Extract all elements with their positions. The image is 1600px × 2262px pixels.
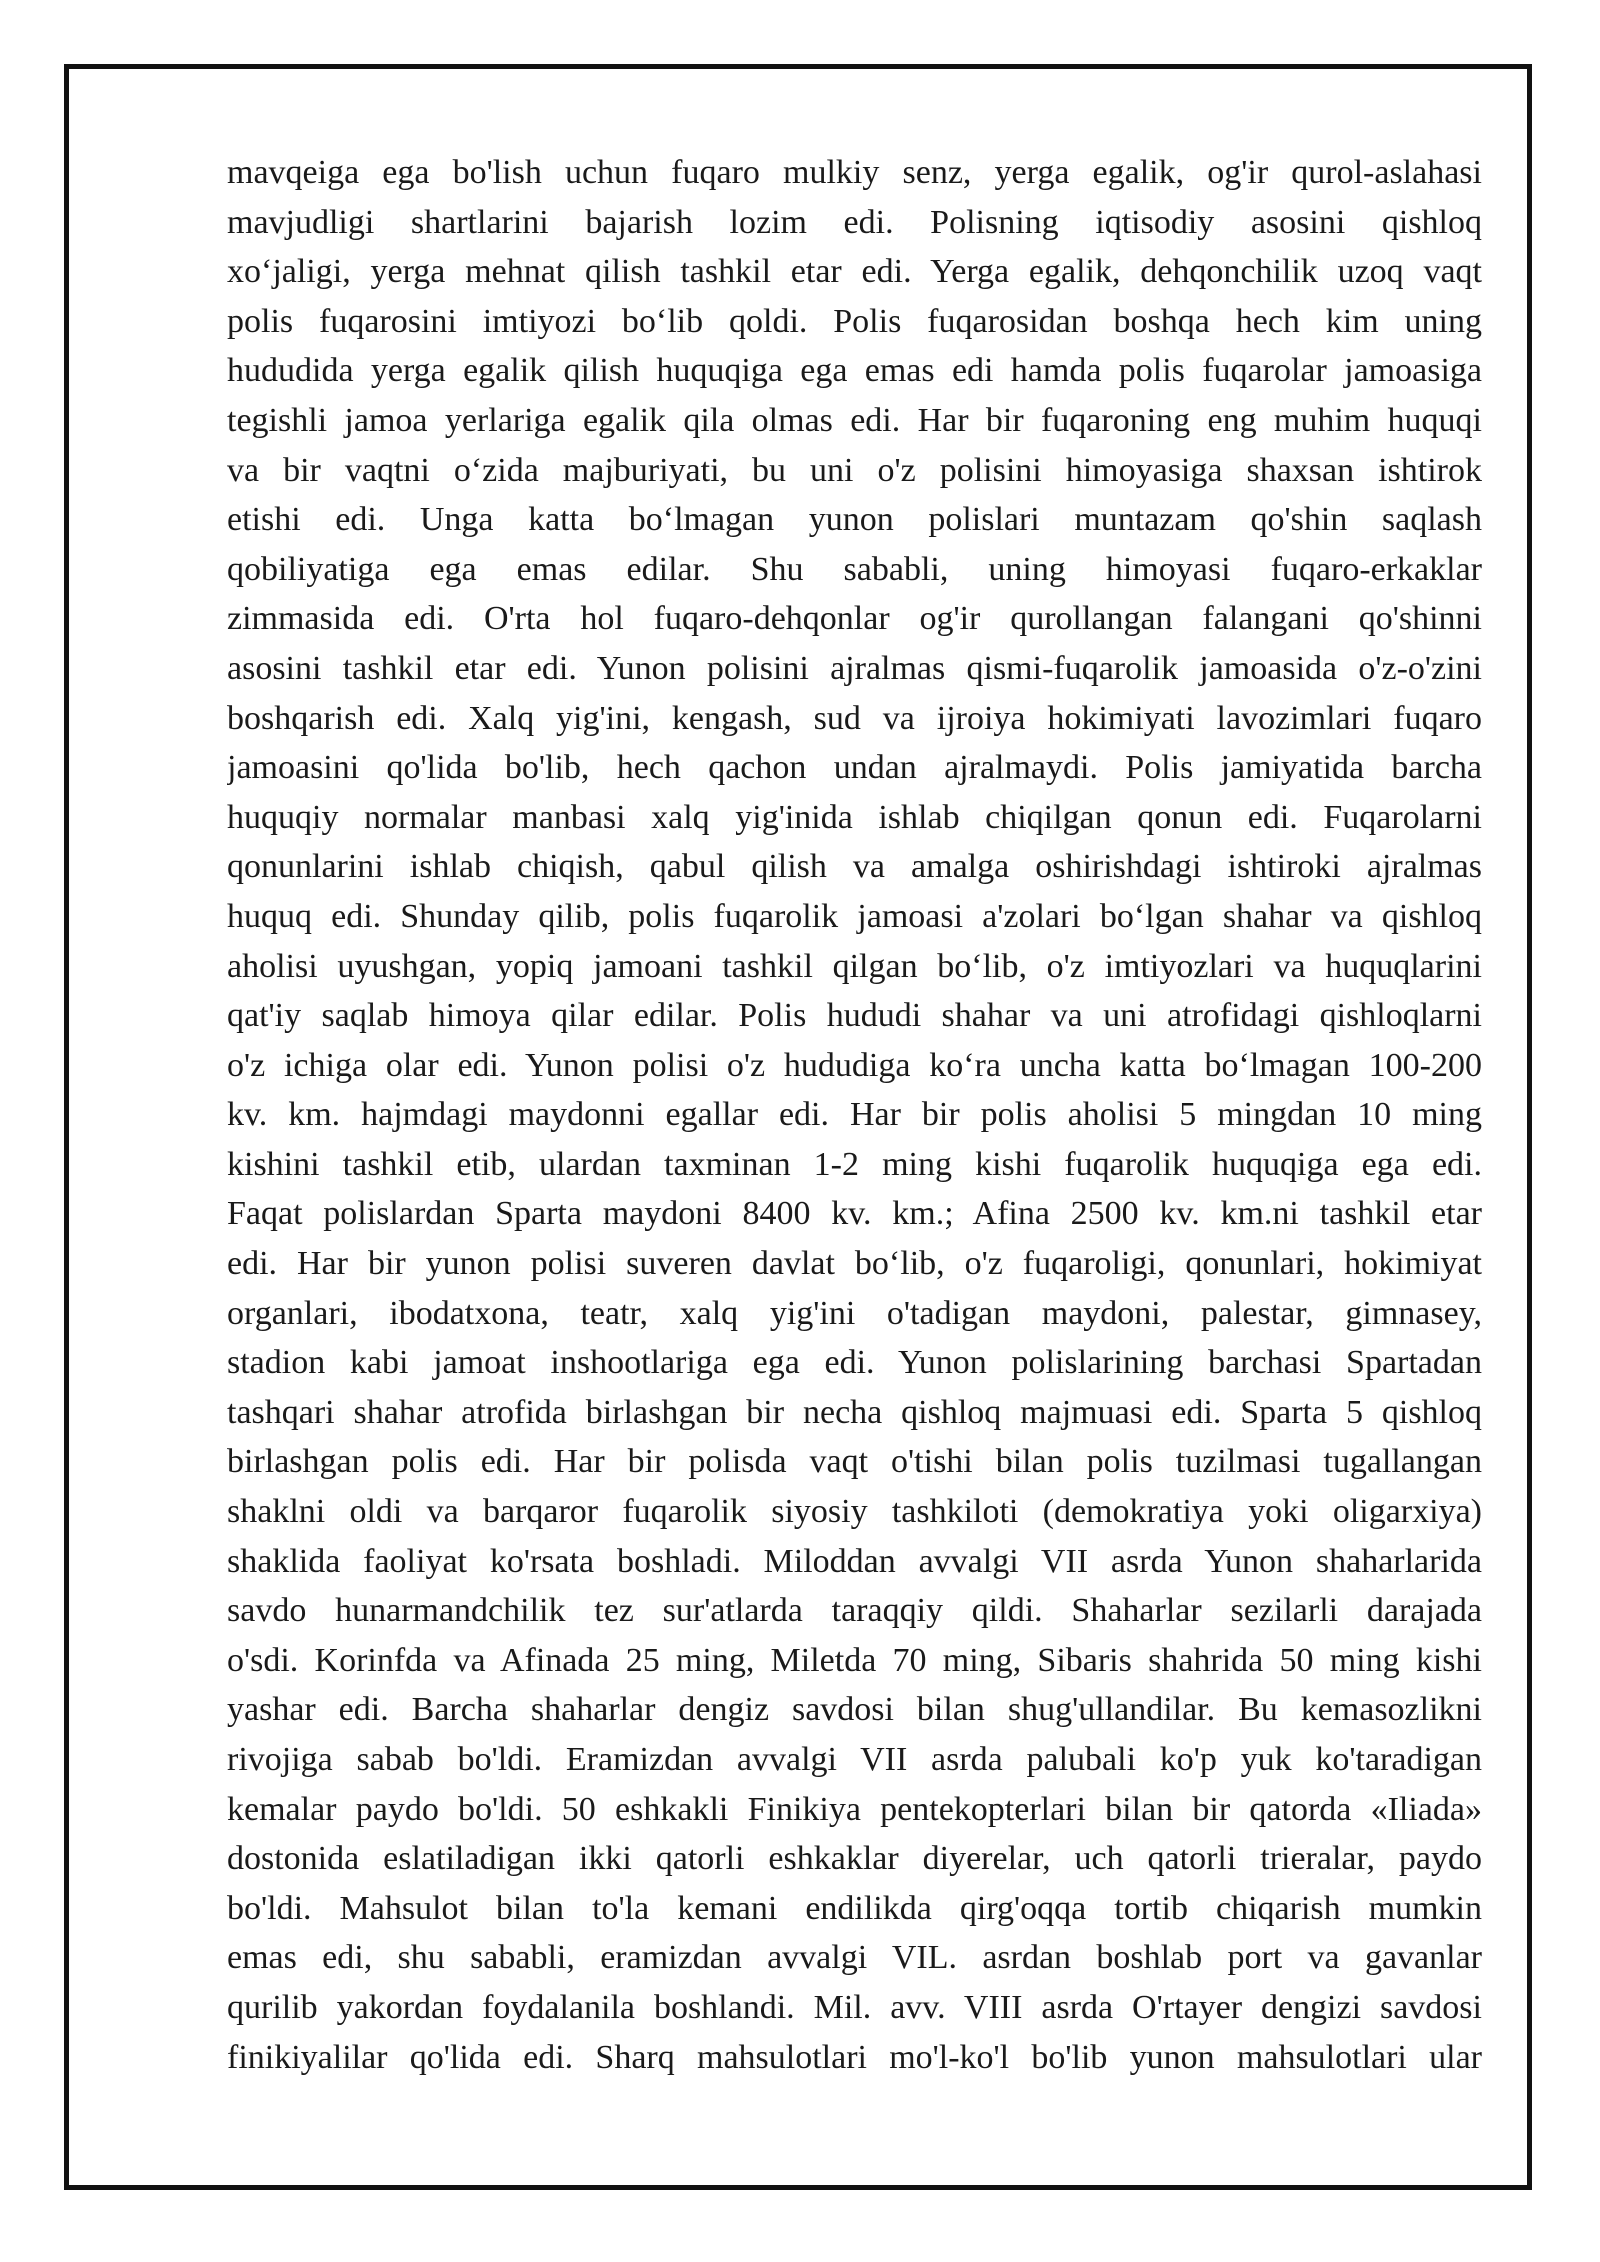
text-line: qobiliyatiga ega emas edilar. Shu sababli, uning himoyasi fuqaro-erkaklar: [227, 550, 1482, 588]
text-line: edi. Har bir yunon polisi suveren davlat bo‘lib, o'z fuqaroligi, qonunlari, hokimiyat: [227, 1245, 1482, 1283]
text-line: emas edi, shu sababli, eramizdan avvalgi VIL. asrdan boshlab port va gavanlar: [227, 1939, 1482, 1977]
text-line: o'z ichiga olar edi. Yunon polisi o'z hududiga ko‘ra uncha katta bo‘lmagan 100-200: [227, 1046, 1482, 1084]
text-line: kishini tashkil etib, ulardan taxminan 1-2 ming kishi fuqarolik huquqiga ega edi.: [227, 1145, 1482, 1183]
text-line: xo‘jaligi, yerga mehnat qilish tashkil etar edi. Yerga egalik, dehqonchilik uzoq vaqt: [227, 253, 1482, 291]
text-line: asosini tashkil etar edi. Yunon polisini ajralmas qismi-fuqarolik jamoasida o'z-o'zini: [227, 649, 1482, 687]
text-line: qat'iy saqlab himoya qilar edilar. Polis hududi shahar va uni atrofidagi qishloqlarni: [227, 997, 1482, 1035]
text-line: aholisi uyushgan, yopiq jamoani tashkil qilgan bo‘lib, o'z imtiyozlari va huquqlarini: [227, 947, 1482, 985]
text-line: birlashgan polis edi. Har bir polisda vaqt o'tishi bilan polis tuzilmasi tugallangan: [227, 1443, 1482, 1481]
text-line: dostonida eslatiladigan ikki qatorli eshkaklar diyerelar, uch qatorli trieralar, paydo: [227, 1840, 1482, 1878]
text-line: shaklida faoliyat ko'rsata boshladi. Miloddan avvalgi VII asrda Yunon shaharlarida: [227, 1542, 1482, 1580]
text-line: tashqari shahar atrofida birlashgan bir necha qishloq majmuasi edi. Sparta 5 qishloq: [227, 1393, 1482, 1431]
text-line: etishi edi. Unga katta bo‘lmagan yunon polislari muntazam qo'shin saqlash: [227, 501, 1482, 539]
text-line: polis fuqarosini imtiyozi bo‘lib qoldi. Polis fuqarosidan boshqa hech kim uning: [227, 302, 1482, 340]
text-line: mavjudligi shartlarini bajarish lozim edi. Polisning iqtisodiy asosini qishloq: [227, 203, 1482, 241]
text-line: finikiyalilar qo'lida edi. Sharq mahsulotlari mo'l-ko'l bo'lib yunon mahsulotlari ular: [227, 2038, 1482, 2076]
text-line: stadion kabi jamoat inshootlariga ega edi. Yunon polislarining barchasi Spartadan: [227, 1344, 1482, 1382]
text-line: mavqeiga ega bo'lish uchun fuqaro mulkiy senz, yerga egalik, og'ir qurol-aslahasi: [227, 154, 1482, 191]
text-line: jamoasini qo'lida bo'lib, hech qachon undan ajralmaydi. Polis jamiyatida barcha: [227, 749, 1482, 787]
text-line: yashar edi. Barcha shaharlar dengiz savdosi bilan shug'ullandilar. Bu kemasozlikni: [227, 1691, 1482, 1729]
text-line: savdo hunarmandchilik tez sur'atlarda taraqqiy qildi. Shaharlar sezilarli darajada: [227, 1592, 1482, 1630]
text-line: rivojiga sabab bo'ldi. Eramizdan avvalgi VII asrda palubali ko'p yuk ko'taradigan: [227, 1741, 1482, 1778]
body-text: [227, 148, 1482, 2082]
text-line: zimmasida edi. O'rta hol fuqaro-dehqonlar og'ir qurollangan falangani qo'shinni: [227, 600, 1482, 638]
text-line: huquqiy normalar manbasi xalq yig'inida ishlab chiqilgan qonun edi. Fuqarolarni: [227, 798, 1482, 836]
text-line: qurilib yakordan foydalanila boshlandi. Mil. avv. VIII asrda O'rtayer dengizi savdosi: [227, 1988, 1482, 2026]
text-line: huquq edi. Shunday qilib, polis fuqarolik jamoasi a'zolari bo‘lgan shahar va qishloq: [227, 897, 1482, 935]
text-line: tegishli jamoa yerlariga egalik qila olmas edi. Har bir fuqaroning eng muhim huquqi: [227, 401, 1482, 439]
text-line: qonunlarini ishlab chiqish, qabul qilish va amalga oshirishdagi ishtiroki ajralmas: [227, 848, 1482, 886]
text-line: shaklni oldi va barqaror fuqarolik siyosiy tashkiloti (demokratiya yoki oligarxiya): [227, 1493, 1482, 1531]
text-line: Faqat polislardan Sparta maydoni 8400 kv. km.; Afina 2500 kv. km.ni tashkil etar: [227, 1195, 1482, 1233]
text-line: boshqarish edi. Xalq yig'ini, kengash, sud va ijroiya hokimiyati lavozimlari fuqaro: [227, 699, 1482, 737]
text-line: o'sdi. Korinfda va Afinada 25 ming, Miletda 70 ming, Sibaris shahrida 50 ming kishi: [227, 1641, 1482, 1679]
text-line: va bir vaqtni o‘zida majburiyati, bu uni o'z polisini himoyasiga shaxsan ishtirok: [227, 451, 1482, 489]
text-line: bo'ldi. Mahsulot bilan to'la kemani endilikda qirg'oqqa tortib chiqarish mumkin: [227, 1889, 1482, 1927]
text-line: kv. km. hajmdagi maydonni egallar edi. Har bir polis aholisi 5 mingdan 10 ming: [227, 1096, 1482, 1134]
text-line: kemalar paydo bo'ldi. 50 eshkakli Finikiya pentekopterlari bilan bir qatorda «Iliada»: [227, 1790, 1482, 1828]
text-line: organlari, ibodatxona, teatr, xalq yig'ini o'tadigan maydoni, palestar, gimnasey,: [227, 1294, 1482, 1332]
text-line: hududida yerga egalik qilish huquqiga ega emas edi hamda polis fuqarolar jamoasiga: [227, 352, 1482, 390]
